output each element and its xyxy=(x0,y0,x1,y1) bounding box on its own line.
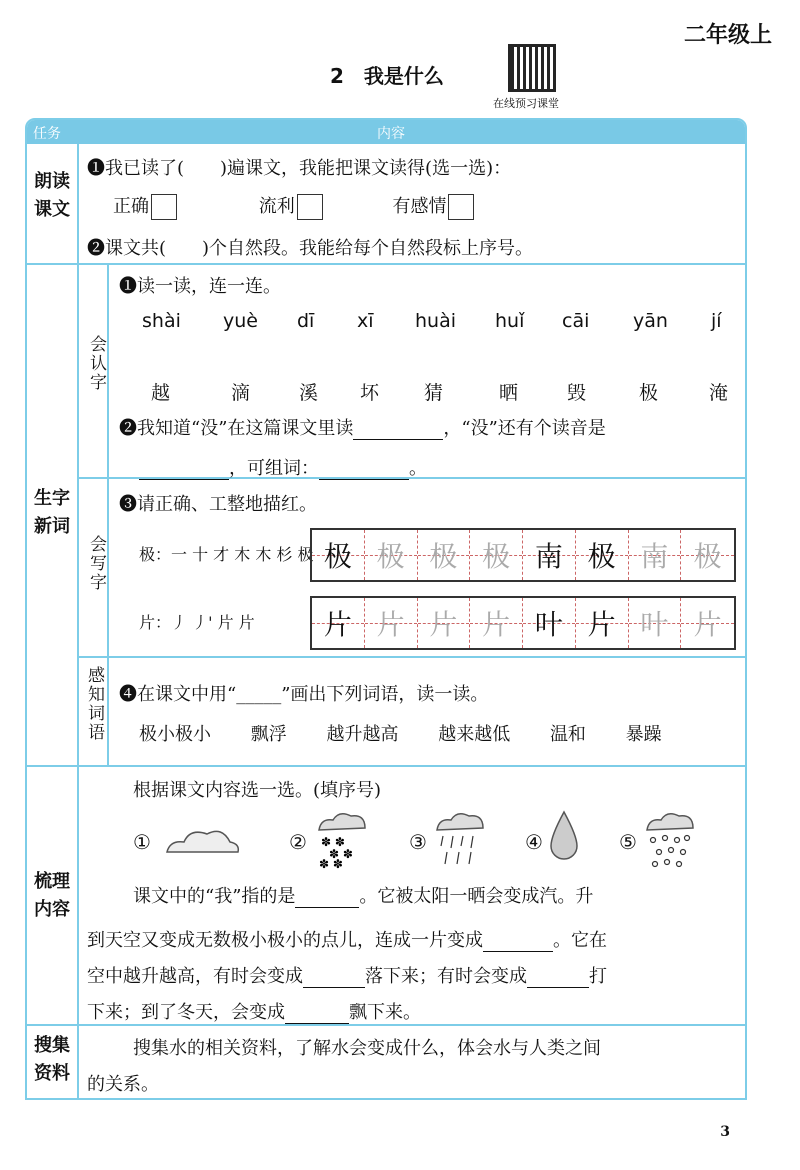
q2-text-c: ，可组词： xyxy=(229,458,319,479)
organize-blank-4[interactable] xyxy=(527,968,589,988)
q3-text: ❸请正确、工整地描红。 xyxy=(119,494,317,515)
perceive-label: 感知词语 xyxy=(84,666,104,742)
hanzi-item: 猜 xyxy=(424,382,444,404)
hanzi-item: 毁 xyxy=(567,382,587,404)
organize-text: 落下来；有时会变成 xyxy=(365,966,527,987)
organize-text: 下来；到了冬天，会变成 xyxy=(87,1002,285,1023)
icon-num-5: ⑤ xyxy=(619,830,637,854)
cloud-icon xyxy=(162,820,242,860)
qr-code-icon[interactable] xyxy=(508,44,556,92)
option-fluent-checkbox[interactable] xyxy=(297,194,323,220)
organize-p4 xyxy=(87,998,421,1024)
hanzi-item: 溪 xyxy=(299,382,319,404)
recognize-label: 会认字 xyxy=(86,335,106,392)
grid-cell[interactable]: 极 xyxy=(418,530,471,580)
organize-text: 课文中的“我”指的是 xyxy=(133,886,296,907)
q2-line1 xyxy=(119,414,606,440)
hail-icon xyxy=(641,808,697,870)
grid-cell[interactable]: 极 xyxy=(576,530,629,580)
column-divider xyxy=(77,144,79,1100)
word-item: 温和 xyxy=(549,724,586,745)
organize-text: 。它被太阳一晒会变成汽。升 xyxy=(359,886,594,907)
hanzi-item: 越 xyxy=(151,382,171,404)
organize-text: 到天空又变成无数极小极小的点儿，连成一片变成 xyxy=(87,930,483,951)
option-correct: 正确 xyxy=(113,196,149,217)
tracing-grid-1[interactable] xyxy=(310,528,736,582)
grid-cell[interactable]: 南 xyxy=(629,530,682,580)
hanzi-item: 晒 xyxy=(499,382,519,404)
lesson-title-text: 我是什么 xyxy=(363,64,444,88)
pinyin-item: yān xyxy=(633,310,668,332)
grid-cell[interactable]: 南 xyxy=(523,530,576,580)
organize-p2 xyxy=(87,926,607,952)
organize-blank-2[interactable] xyxy=(483,932,553,952)
icon-num-2: ② xyxy=(289,830,307,854)
icon-num-4: ④ xyxy=(525,830,543,854)
grid-cell[interactable]: 叶 xyxy=(629,598,682,648)
header-task: 任务 xyxy=(33,126,61,142)
grid-cell[interactable]: 片 xyxy=(365,598,418,648)
option-emotion-checkbox[interactable] xyxy=(448,194,474,220)
organize-text: 空中越升越高，有时会变成 xyxy=(87,966,303,987)
grid-cell[interactable]: 极 xyxy=(681,530,734,580)
grid-cell[interactable]: 极 xyxy=(365,530,418,580)
snow-icon xyxy=(313,808,369,870)
organize-p1 xyxy=(133,882,593,908)
pinyin-item: shài xyxy=(142,310,181,332)
grid-cell[interactable]: 叶 xyxy=(523,598,576,648)
hanzi-item: 淹 xyxy=(709,382,729,404)
q2-line2 xyxy=(139,454,427,480)
pinyin-item: cāi xyxy=(562,310,590,332)
organize-text: 打 xyxy=(589,966,607,987)
organize-p3 xyxy=(87,962,607,988)
grid-cell[interactable]: 极 xyxy=(470,530,523,580)
water-drop-icon xyxy=(547,810,581,862)
task-reading: 朗读课文 xyxy=(34,171,70,220)
pinyin-item: dī xyxy=(297,310,315,332)
qr-caption: 在线预习课堂 xyxy=(493,97,559,110)
pinyin-item: yuè xyxy=(223,310,258,332)
organize-intro: 根据课文内容选一选。(填序号) xyxy=(133,780,382,801)
row-divider xyxy=(27,1024,745,1026)
row-divider xyxy=(27,263,745,265)
task-organize: 梳理内容 xyxy=(34,871,70,920)
option-correct-checkbox[interactable] xyxy=(151,194,177,220)
pinyin-item: huài xyxy=(415,310,457,332)
hanzi-item: 极 xyxy=(639,382,659,404)
page-number: 3 xyxy=(720,1124,730,1140)
q2-blank-3[interactable] xyxy=(319,460,409,480)
option-fluent: 流利 xyxy=(258,196,295,217)
hanzi-item: 滴 xyxy=(231,382,251,404)
q4-text: ❹在课文中用“_____”画出下列词语，读一读。 xyxy=(119,684,489,705)
word-item: 极小极小 xyxy=(139,724,211,745)
organize-blank-1[interactable] xyxy=(295,888,359,908)
q2-text-b: ，“没”还有个读音是 xyxy=(443,418,606,439)
grid-cell[interactable]: 片 xyxy=(312,598,365,648)
grid-cell[interactable]: 片 xyxy=(418,598,471,648)
word-item: 暴躁 xyxy=(625,724,662,745)
sub-row-divider xyxy=(77,656,745,658)
table-header xyxy=(27,120,745,144)
row1-stroke-order: 极：一 十 才 木 木 杉 极 xyxy=(139,545,314,564)
reading-options xyxy=(113,192,474,220)
pinyin-item: jí xyxy=(711,310,722,332)
pinyin-item: huǐ xyxy=(495,310,525,332)
icon-num-1: ① xyxy=(133,830,151,854)
reading-line2: ❷课文共( )个自然段。我能给每个自然段标上序号。 xyxy=(87,238,534,259)
header-content: 内容 xyxy=(377,126,405,142)
organize-blank-5[interactable] xyxy=(285,1004,349,1024)
organize-text: 。它在 xyxy=(553,930,607,951)
row2-stroke-order: 片：丿 丿' 片 片 xyxy=(139,613,255,632)
grid-cell[interactable]: 片 xyxy=(470,598,523,648)
pinyin-item: xī xyxy=(357,310,374,332)
icon-num-3: ③ xyxy=(409,830,427,854)
grid-cell[interactable]: 极 xyxy=(312,530,365,580)
q1-text: ❶读一读，连一连。 xyxy=(119,276,281,297)
word-item: 越升越高 xyxy=(326,724,399,745)
lesson-title xyxy=(330,60,444,89)
grid-cell[interactable]: 片 xyxy=(681,598,734,648)
organize-blank-3[interactable] xyxy=(303,968,365,988)
worksheet-table xyxy=(25,118,747,1100)
task-newwords: 生字新词 xyxy=(34,488,70,537)
grid-cell[interactable]: 片 xyxy=(576,598,629,648)
q2-text-a: ❷我知道“没”在这篇课文里读 xyxy=(119,418,354,439)
tracing-grid-2[interactable] xyxy=(310,596,736,650)
q2-blank-2[interactable] xyxy=(139,460,229,480)
organize-text: 飘下来。 xyxy=(349,1002,421,1023)
svg-text:✽ ✽: ✽ ✽ xyxy=(321,835,345,849)
collect-line1: 搜集水的相关资料，了解水会变成什么，体会水与人类之间 xyxy=(133,1038,601,1059)
q2-blank-1[interactable] xyxy=(353,420,443,440)
row-divider xyxy=(27,765,745,767)
q2-text-d: 。 xyxy=(409,458,427,479)
hanzi-item: 坏 xyxy=(360,382,380,404)
reading-line1: ❶我已读了( )遍课文，我能把课文读得(选一选)： xyxy=(87,158,512,179)
word-item: 越来越低 xyxy=(438,724,511,745)
write-label: 会写字 xyxy=(86,535,106,592)
option-emotion: 有感情 xyxy=(392,196,447,217)
rain-icon xyxy=(431,808,487,870)
svg-text:✽ ✽: ✽ ✽ xyxy=(319,857,343,870)
task-collect: 搜集资料 xyxy=(34,1035,70,1084)
word-item: 飘浮 xyxy=(250,724,287,745)
collect-line2: 的关系。 xyxy=(87,1074,159,1095)
grade-label: 二年级上 xyxy=(683,23,772,48)
word-list xyxy=(139,720,662,746)
lesson-number: 2 xyxy=(330,64,344,88)
svg-text:✽ ✽: ✽ ✽ xyxy=(329,847,353,861)
